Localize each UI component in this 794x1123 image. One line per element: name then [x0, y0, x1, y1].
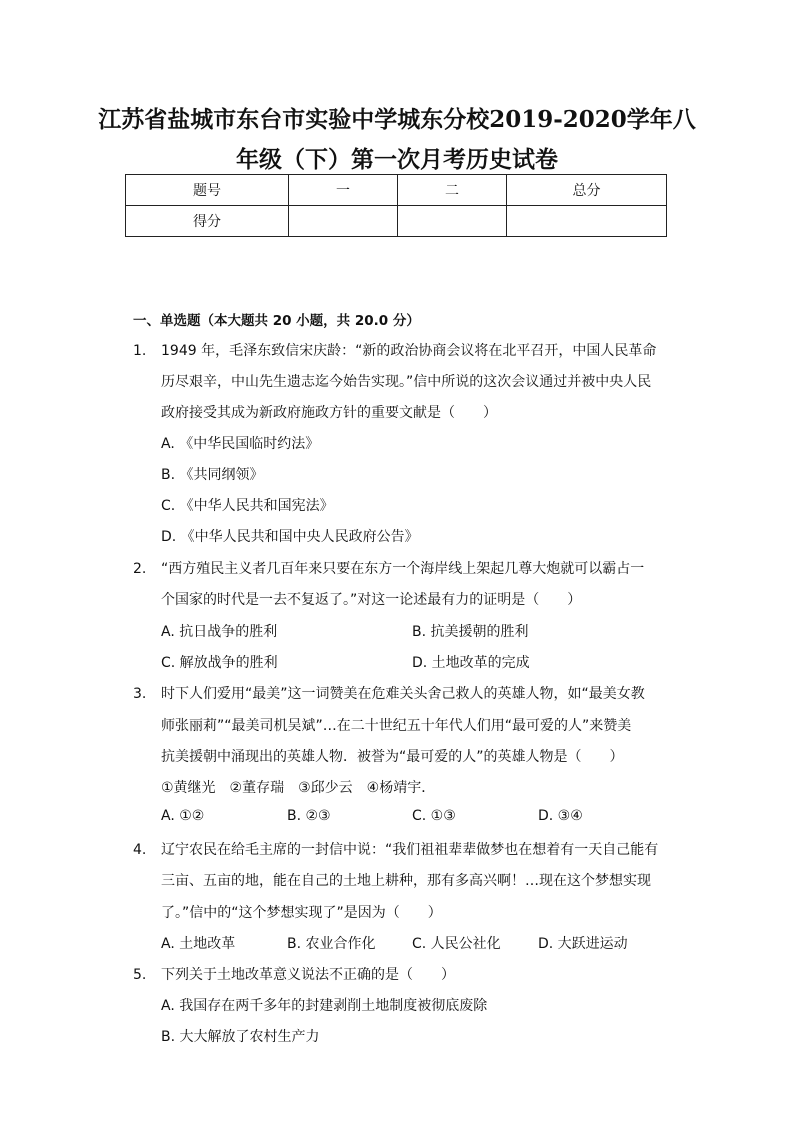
option-c: C. 解放战争的胜利 [161, 655, 278, 671]
option-b: B. 《共同纲领》 [161, 467, 264, 483]
question-stem-line: 三亩、五亩的地，能在自己的土地上耕种，那有多高兴啊！…现在这个梦想实现 [161, 873, 651, 889]
option-c: C. 人民公社化 [412, 936, 501, 952]
question-stem-line: 辽宁农民在给毛主席的一封信中说：“我们祖祖辈辈做梦也在想着有一天自己能有 [161, 842, 659, 858]
section-heading: 一、单选题（本大题共 20 小题，共 20.0 分） [133, 313, 420, 329]
option-b: B. 农业合作化 [287, 936, 376, 952]
score-header-cell: 题号 [126, 175, 289, 206]
question-stem-line: 下列关于土地改革意义说法不正确的是（ ） [161, 967, 455, 983]
option-b: B. ②③ [287, 808, 331, 824]
option-a: A. 《中华民国临时约法》 [161, 436, 320, 452]
question-stem-line: 个国家的时代是一去不复返了。”对这一论述最有力的证明是（ ） [161, 592, 582, 608]
question-stem-line: 政府接受其成为新政府施政方针的重要文献是（ ） [161, 405, 497, 421]
question-stem-line: 师张丽莉”“最美司机吴斌”…在二十世纪五十年代人们用“最可爱的人”来赞美 [161, 718, 632, 734]
question-number: 2. [133, 561, 147, 577]
score-header-cell: 总分 [507, 175, 667, 206]
question-number: 1. [133, 343, 147, 359]
option-c: C. ①③ [412, 808, 456, 824]
document-title-line2: 年级（下）第一次月考历史试卷 [236, 146, 558, 173]
question-number: 5. [133, 967, 147, 983]
question-number: 3. [133, 686, 147, 702]
option-c: C. 《中华人民共和国宪法》 [161, 498, 334, 514]
option-b: B. 大大解放了农村生产力 [161, 1029, 320, 1045]
question-stem-line: 1949 年，毛泽东致信宋庆龄：“新的政治协商会议将在北平召开，中国人民革命 [161, 343, 657, 359]
question-stem-line: 时下人们爱用“最美”这一词赞美在危难关头舍己救人的英雄人物，如“最美女教 [161, 686, 645, 702]
question-stem-line: 了。”信中的“这个梦想实现了”是因为（ ） [161, 905, 442, 921]
option-a: A. 我国存在两千多年的封建剥削土地制度被彻底废除 [161, 998, 488, 1014]
score-cell[interactable] [289, 206, 398, 237]
option-d: D. 《中华人民共和国中央人民政府公告》 [161, 529, 419, 545]
question-stem-line: “西方殖民主义者几百年来只要在东方一个海岸线上架起几尊大炮就可以霸占一 [161, 561, 645, 577]
score-header-cell: 二 [398, 175, 507, 206]
document-title-line1: 江苏省盐城市东台市实验中学城东分校2019-2020学年八 [98, 106, 696, 133]
option-a: A. 土地改革 [161, 936, 236, 952]
score-table-score-row [126, 206, 667, 237]
option-a: A. 抗日战争的胜利 [161, 624, 278, 640]
option-b: B. 抗美援朝的胜利 [412, 624, 529, 640]
question-number: 4. [133, 842, 147, 858]
option-d: D. ③④ [538, 808, 583, 824]
option-a: A. ①② [161, 808, 205, 824]
score-table-header-row [126, 175, 667, 206]
score-table [125, 174, 667, 237]
question-stem-line: ①黄继光 ②董存瑞 ③邱少云 ④杨靖宇． [161, 780, 436, 796]
score-cell[interactable] [398, 206, 507, 237]
score-row-label: 得分 [126, 206, 289, 237]
question-stem-line: 历尽艰辛，中山先生遗志迄今始告实现。”信中所说的这次会议通过并被中央人民 [161, 374, 652, 390]
score-header-cell: 一 [289, 175, 398, 206]
option-d: D. 大跃进运动 [538, 936, 628, 952]
question-stem-line: 抗美援朝中涌现出的英雄人物．被誉为“最可爱的人”的英雄人物是（ ） [161, 749, 624, 765]
score-cell[interactable] [507, 206, 667, 237]
option-d: D. 土地改革的完成 [412, 655, 530, 671]
